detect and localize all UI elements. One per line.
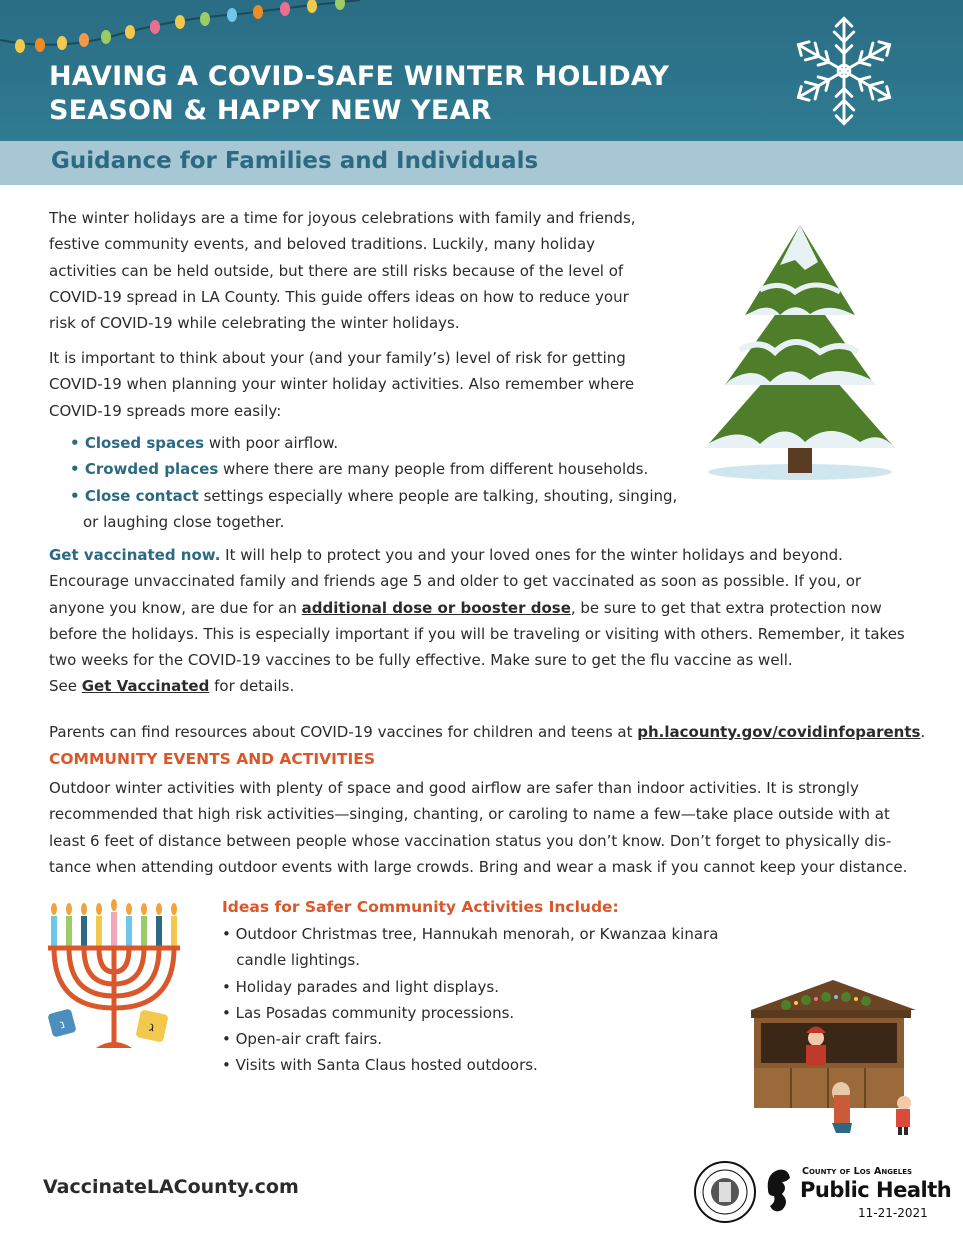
header-banner: [0, 0, 963, 141]
list-item: candle lightings.: [222, 951, 360, 970]
parents-paragraph: [49, 719, 925, 745]
vaccinate-text: Encourage unvaccinated family and friends age 5 and older to get vaccinated as soon as possible. If you, or: [49, 572, 862, 591]
risk-bullet-list: [70, 430, 677, 535]
bullet-bold: Crowded places: [84, 460, 219, 479]
county-label: County of Los Angeles: [802, 1166, 913, 1177]
menorah-icon: [44, 898, 194, 1056]
vaccinate-paragraph: [49, 542, 905, 700]
intro-p1-line: The winter holidays are a time for joyous celebrations with family and friends,: [49, 209, 636, 227]
vaccinate-text: for details.: [209, 677, 295, 696]
vaccinate-text: before the holidays. This is especially important if you will be traveling or visiting with others. Remember, it takes: [49, 624, 905, 643]
intro-p2-line: COVID-19 spreads more easily:: [49, 401, 282, 420]
intro-p2-line: COVID-19 when planning your winter holiday activities. Also remember where: [49, 375, 635, 394]
intro-p2-line: It is important to think about your (and your family’s) level of risk for getting: [49, 349, 626, 367]
intro-p1-line: risk of COVID-19 while celebrating the winter holidays.: [49, 314, 460, 333]
vaccinate-text: See: [49, 677, 82, 696]
svg-text:ג: ג: [147, 1019, 156, 1036]
bullet-continuation: or laughing close together.: [83, 512, 285, 531]
list-item: • Open-air craft fairs.: [222, 1030, 383, 1049]
title-line-2: SEASON & HAPPY NEW YEAR: [49, 95, 492, 126]
vaccinate-la-county-url[interactable]: VaccinateLACounty.com: [43, 1176, 299, 1198]
list-item: • Visits with Santa Claus hosted outdoors.: [222, 1056, 538, 1075]
bullet-text: with poor airflow.: [204, 434, 339, 452]
covidinfoparents-link[interactable]: ph.lacounty.gov/covidinfoparents: [637, 723, 921, 741]
community-line: Outdoor winter activities with plenty of space and good airflow are safer than indoor activities. It is strongly: [49, 779, 859, 797]
document-date: 11-21-2021: [858, 1206, 928, 1220]
svg-text:נ: נ: [58, 1016, 67, 1032]
community-line: least 6 feet of distance between people whose vaccination status you don’t know. Don’t forget to physically dis-: [49, 831, 892, 850]
parents-text: Parents can find resources about COVID-19 vaccines for children and teens at: [49, 723, 638, 741]
community-line: recommended that high risk activities—singing, chanting, or caroling to name a few—take place outside with at: [49, 805, 890, 824]
list-item: • Closed spaces with poor airflow.: [70, 434, 339, 452]
vaccinate-text: two weeks for the COVID-19 vaccines to be fully effective. Make sure to get the flu vaccine as well.: [49, 651, 793, 670]
vaccinate-text: , be sure to get that extra protection now: [570, 598, 882, 617]
ideas-title: Ideas for Safer Community Activities Include:: [222, 898, 619, 916]
bullet-bold: Closed spaces: [84, 434, 205, 452]
booster-dose-link[interactable]: additional dose or booster dose: [301, 598, 571, 617]
page-subtitle: Guidance for Families and Individuals: [51, 148, 539, 174]
ideas-list: [222, 921, 718, 1079]
intro-paragraph-2: [49, 345, 634, 424]
christmas-tree-icon: [700, 220, 900, 482]
page-title: [49, 60, 749, 128]
list-item: • Holiday parades and light displays.: [222, 977, 500, 996]
intro-p1-line: activities can be held outside, but there are still risks because of the level of: [49, 261, 624, 280]
vaccinate-text: anyone you know, are due for an: [49, 598, 302, 617]
section-title: COMMUNITY EVENTS AND ACTIVITIES: [49, 750, 375, 768]
intro-paragraph-1: [49, 205, 636, 336]
intro-p1-line: COVID-19 spread in LA County. This guide offers ideas on how to reduce your: [49, 287, 629, 306]
list-item: • Crowded places where there are many people from different households.: [70, 460, 649, 479]
list-item: • Outdoor Christmas tree, Hannukah menorah, or Kwanzaa kinara: [222, 925, 719, 943]
get-vaccinated-link[interactable]: Get Vaccinated: [81, 677, 210, 696]
public-health-label: Public Health: [800, 1178, 952, 1202]
parents-text: .: [920, 723, 926, 741]
county-seal-icon: [693, 1160, 757, 1224]
string-lights-icon: [0, 0, 400, 60]
title-line-1: HAVING A COVID-SAFE WINTER HOLIDAY: [49, 61, 670, 92]
bullet-bold: Close contact: [84, 486, 199, 505]
vaccinate-text: It will help to protect you and your loved ones for the winter holidays and beyond.: [220, 546, 843, 564]
list-item: • Las Posadas community processions.: [222, 1003, 515, 1022]
list-item: • Close contact settings especially where people are talking, shouting, singing,: [70, 486, 678, 505]
holiday-market-stall-icon: [746, 975, 921, 1137]
bullet-text: settings especially where people are talking, shouting, singing,: [198, 486, 678, 505]
bullet-text: where there are many people from different households.: [218, 460, 649, 479]
snowflake-icon: [766, 12, 922, 130]
intro-p1-line: festive community events, and beloved traditions. Luckily, many holiday: [49, 235, 596, 254]
vaccinate-lead: Get vaccinated now.: [49, 546, 221, 564]
community-line: tance when attending outdoor events with large crowds. Bring and wear a mask if you cannot keep your distance.: [49, 857, 908, 876]
community-paragraph: [49, 775, 907, 880]
